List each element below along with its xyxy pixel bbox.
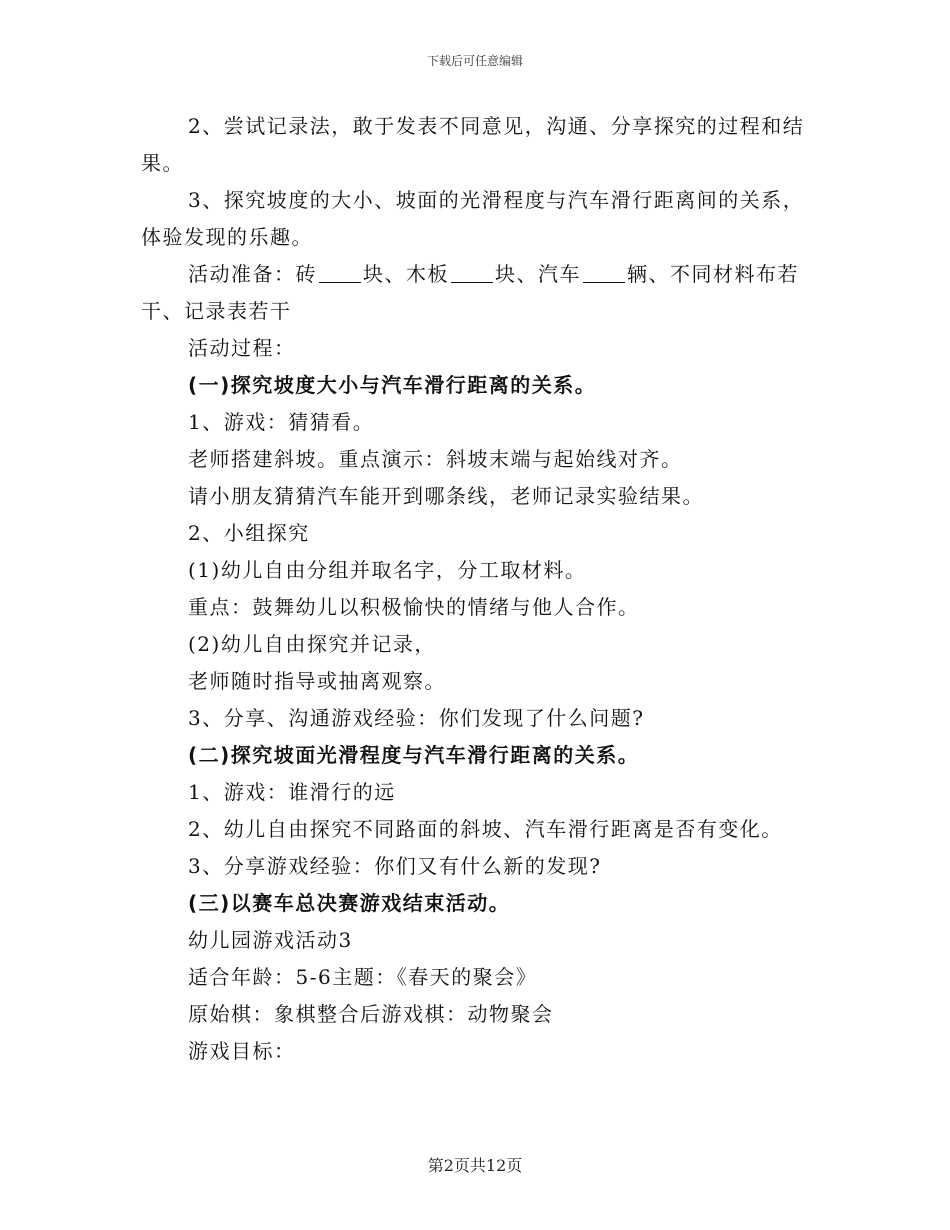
blank-line: [319, 262, 361, 283]
section-1-item-2-a: (1)幼儿自由分组并取名字，分工取材料。: [188, 558, 587, 582]
prep-part-2: 块、汽车: [495, 262, 581, 286]
blank-line: [583, 262, 625, 283]
prep-prefix: 活动准备：砖: [188, 262, 317, 286]
page-header-note: 下载后可任意编辑: [426, 54, 523, 68]
process-title: 活动过程：: [188, 336, 296, 360]
activity-3-title: 幼儿园游戏活动3: [188, 928, 353, 952]
section-3-title: (三)以赛车总决赛游戏结束活动。: [188, 891, 511, 915]
section-2-title: (二)探究坡面光滑程度与汽车滑行距离的关系。: [188, 743, 640, 767]
prep-part-1: 块、木板: [363, 262, 449, 286]
page-number: 第2页共12页: [427, 1156, 523, 1175]
section-2-item-3: 3、分享游戏经验：你们又有什么新的发现?: [188, 854, 602, 878]
section-1-item-2-c: (2)幼儿自由探究并记录，: [188, 632, 436, 656]
section-1-item-1-a: 老师搭建斜坡。重点演示：斜坡末端与起始线对齐。: [188, 447, 683, 471]
goal-2: 2、尝试记录法，敢于发表不同意见，沟通、分享探究的过程和结果。: [141, 114, 805, 175]
document-body: [141, 108, 809, 1070]
goal-3: 3、探究坡度的大小、坡面的光滑程度与汽车滑行距离间的关系，体验发现的乐趣。: [141, 188, 805, 249]
section-1-item-3: 3、分享、沟通游戏经验：你们发现了什么问题?: [188, 706, 645, 730]
prep-part-3: 辆、不同材料布若干、记录表若干: [141, 262, 799, 323]
section-2-item-2: 2、幼儿自由探究不同路面的斜坡、汽车滑行距离是否有变化。: [188, 817, 783, 841]
age-and-theme: 适合年龄：5-6主题：《春天的聚会》: [188, 965, 538, 989]
activity-preparation: [141, 256, 809, 330]
section-1-item-1-b: 请小朋友猜猜汽车能开到哪条线，老师记录实验结果。: [188, 484, 704, 508]
chess-description: 原始棋：象棋整合后游戏棋：动物聚会: [188, 1002, 554, 1026]
section-1-item-2: 2、小组探究: [188, 521, 310, 545]
section-2-item-1: 1、游戏：谁滑行的远: [188, 780, 396, 804]
section-1-item-1: 1、游戏：猜猜看。: [188, 410, 375, 434]
game-goal-label: 游戏目标：: [188, 1039, 296, 1063]
blank-line: [451, 262, 493, 283]
section-1-item-2-d: 老师随时指导或抽离观察。: [188, 669, 446, 693]
section-1-item-2-b: 重点：鼓舞幼儿以积极愉快的情绪与他人合作。: [188, 595, 640, 619]
section-1-title: (一)探究坡度大小与汽车滑行距离的关系。: [188, 373, 597, 397]
